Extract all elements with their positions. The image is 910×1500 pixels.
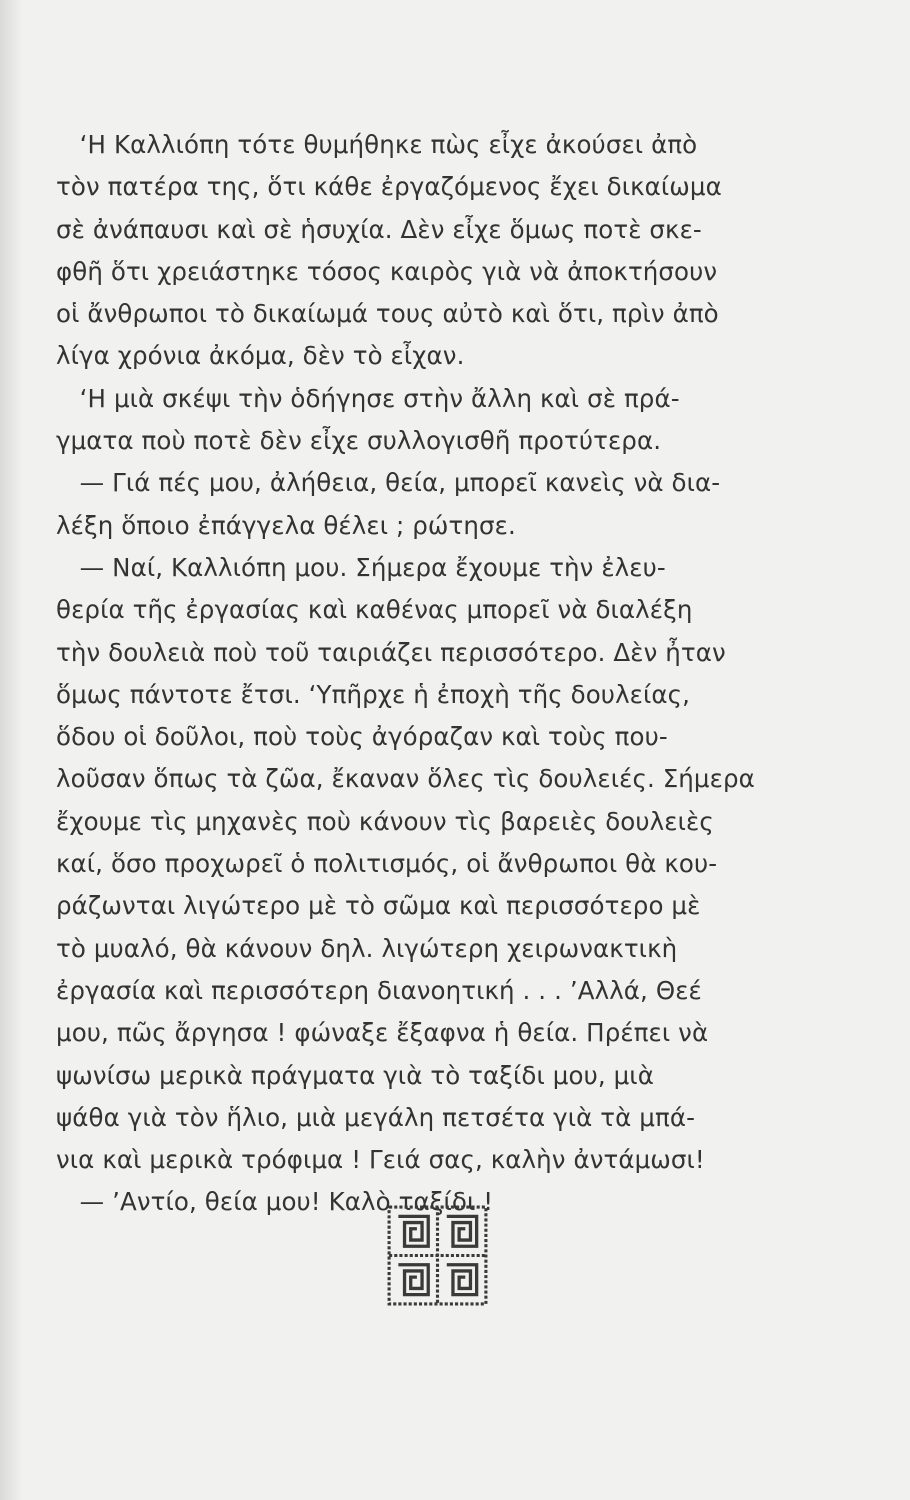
text-line: λέξη ὅποιο ἐπάγγελα θέλει ; ρώτησε. [56,510,516,540]
text-line: ράζωνται λιγώτερο μὲ τὸ σῶμα καὶ περισσότερο μὲ [56,891,701,921]
text-line: ‘Η Καλλιόπη τότε θυμήθηκε πὼς εἶχε ἀκούσει ἀπὸ [56,130,698,159]
text-line: τὸν πατέρα της, ὅτι κάθε ἐργαζόμενος ἔχει δικαίωμα [56,172,722,202]
text-line: λίγα χρόνια ἀκόμα, δὲν τὸ εἶχαν. [56,341,465,371]
text-line: ψωνίσω μερικὰ πράγματα γιὰ τὸ ταξίδι μου, μιὰ [56,1060,654,1090]
text-line: λοῦσαν ὅπως τὰ ζῶα, ἔκαναν ὅλες τὶς δουλειές. Σήμερα [56,764,755,794]
text-line: τὸ μυαλό, θὰ κάνουν δηλ. λιγώτερη χειρωνακτικὴ [56,933,678,963]
text-line: φθῆ ὅτι χρειάστηκε τόσος καιρὸς γιὰ νὰ ἀποκτήσουν [56,256,718,286]
text-line: — ’Αντίο, θεία μου! Καλὸ ταξίδι ! [56,1187,494,1217]
text-line: ‘Η μιὰ σκέψι τὴν ὁδήγησε στὴν ἄλλη καὶ σὲ πρά- [56,383,680,413]
text-line: ὅδου οἱ δοῦλοι, ποὺ τοὺς ἀγόραζαν καὶ τοὺς που- [56,722,668,752]
text-line: σὲ ἀνάπαυσι καὶ σὲ ἡσυχία. Δὲν εἶχε ὅμως ποτὲ σκε- [56,214,702,244]
text-line: θερία τῆς ἐργασίας καὶ καθένας μπορεῖ νὰ διαλέξη [56,595,693,625]
text-line: τὴν δουλειὰ ποὺ τοῦ ταιριάζει περισσότερο. Δὲν ἦταν [56,637,726,667]
text-line: ψάθα γιὰ τὸν ἥλιο, μιὰ μεγάλη πετσέτα γιὰ τὰ μπά- [56,1102,696,1132]
text-line: ἐργασία καὶ περισσότερη διανοητική . . . ’Αλλά, Θεέ [56,975,702,1005]
text-line: ἔχουμε τὶς μηχανὲς ποὺ κάνουν τὶς βαρειὲς δουλειὲς [56,806,714,836]
text-line: νια καὶ μερικὰ τρόφιμα ! Γειά σας, καλὴν ἀντάμωσι! [56,1145,705,1175]
text-line: — Γιά πές μου, ἀλήθεια, θεία, μπορεῖ κανεὶς νὰ δια- [56,468,721,498]
text-line: καί, ὅσο προχωρεῖ ὁ πολιτισμός, οἱ ἄνθρωποι θὰ κου- [56,849,718,879]
page-edge-shadow [0,0,22,1500]
text-line: οἱ ἄνθρωποι τὸ δικαίωμά τους αὐτὸ καὶ ὅτι, πρὶν ἀπὸ [56,299,719,329]
text-line: μου, πῶς ἄργησα ! φώναξε ἔξαφνα ἡ θεία. Πρέπει νὰ [56,1018,709,1048]
greek-key-square-ornament-icon [386,1204,489,1307]
text-line: ὅμως πάντοτε ἔτσι. ‘Υπῆρχε ἡ ἐποχὴ τῆς δουλείας, [56,679,691,709]
text-line: — Ναί, Καλλιόπη μου. Σήμερα ἔχουμε τὴν ἐλευ- [56,552,666,582]
book-page-text [56,124,816,1224]
text-line: γματα ποὺ ποτὲ δὲν εἶχε συλλογισθῆ προτύτερα. [56,426,662,456]
